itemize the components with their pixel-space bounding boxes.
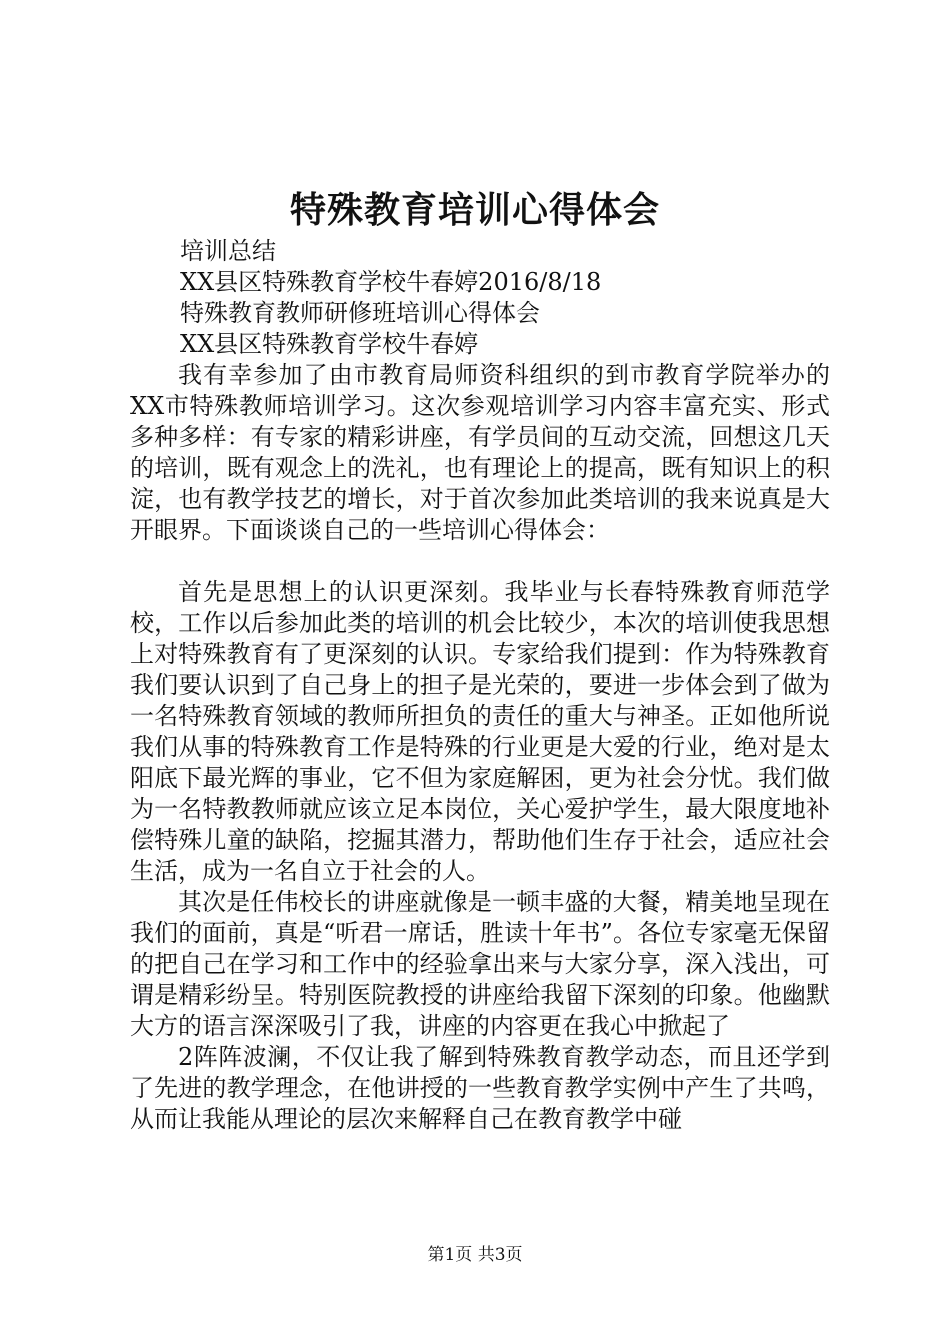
header-line-author: XX县区特殊教育学校牛春婷 — [180, 330, 479, 358]
document-body — [130, 360, 830, 1135]
header-line-author-date: XX县区特殊教育学校牛春婷2016/8/18 — [180, 268, 602, 296]
paragraph-second-point: 其次是任伟校长的讲座就像是一顿丰盛的大餐，精美地呈现在我们的面前，真是“听君一席话，胜读十年书”。各位专家毫无保留的把自己在学习和工作中的经验拿出来与大家分享，深入浅出，可谓是精彩纷呈。特别医院教授的讲座给我留下深刻的印象。他幽默大方的语言深深吸引了我，讲座的内容更在我心中掀起了 — [130, 888, 830, 1040]
header-block — [180, 236, 860, 360]
paragraph-continuation: 2阵阵波澜，不仅让我了解到特殊教育教学动态，而且还学到了先进的教学理念，在他讲授的一些教育教学实例中产生了共鸣，从而让我能从理论的层次来解释自己在教育教学中碰 — [130, 1043, 830, 1133]
header-line-summary: 培训总结 — [180, 237, 276, 265]
page-footer: 第1页 共3页 — [427, 1245, 523, 1265]
paragraph-first-point: 首先是思想上的认识更深刻。我毕业与长春特殊教育师范学校，工作以后参加此类的培训的机会比较少，本次的培训使我思想上对特殊教育有了更深刻的认识。专家给我们提到：作为特殊教育我们要认识到了自己身上的担子是光荣的，要进一步体会到了做为一名特殊教育领域的教师所担负的责任的重大与神圣。正如他所说我们从事的特殊教育工作是特殊的行业更是大爱的行业，绝对是太阳底下最光辉的事业，它不但为家庭解困，更为社会分忧。我们做为一名特教教师就应该立足本岗位，关心爱护学生，最大限度地补偿特殊儿童的缺陷，挖掘其潜力，帮助他们生存于社会，适应社会生活，成为一名自立于社会的人。 — [130, 578, 830, 885]
paragraph-intro: 我有幸参加了由市教育局师资科组织的到市教育学院举办的XX市特殊教师培训学习。这次参观培训学习内容丰富充实、形式多种多样：有专家的精彩讲座，有学员间的互动交流，回想这几天的培训，既有观念上的洗礼，也有理论上的提高，既有知识上的积淀，也有教学技艺的增长，对于首次参加此类培训的我来说真是大开眼界。下面谈谈自己的一些培训心得体会： — [130, 361, 830, 544]
header-line-subtitle: 特殊教育教师研修班培训心得体会 — [180, 299, 540, 327]
document-title: 特殊教育培训心得体会 — [289, 189, 660, 231]
